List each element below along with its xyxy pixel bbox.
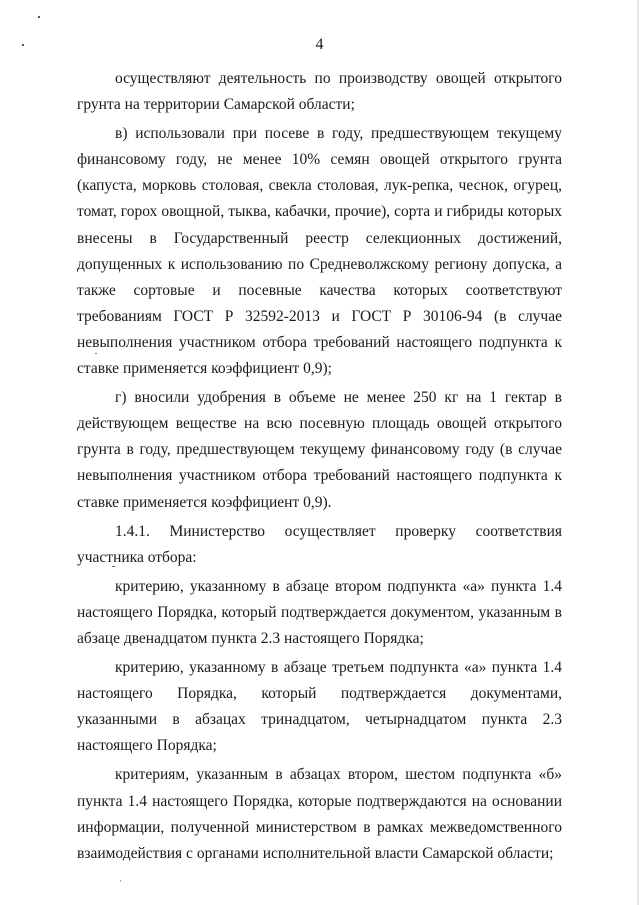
scan-speck bbox=[120, 880, 121, 882]
paragraph-clause-1-4-1: 1.4.1. Министерство осуществляет проверку соответствия участника отбора: bbox=[77, 522, 562, 566]
paragraph-criteria-b: критериям, указанным в абзацах втором, шестом подпункта «б» пункта 1.4 настоящего Порядка, которые подтверждаются на основании информации, полученной министерством в рамках межведомственного взаимодействия с органами исполнительной власти Самарской области; bbox=[77, 766, 562, 862]
paragraph-item-v: в) использовали при посеве в году, предшествующем текущему финансовому году, не менее 10% семян овощей открытого грунта (капуста, морковь столовая, свекла столовая, лук-репка, чеснок, огурец, томат, горох овощной, тыква, кабачки, прочие), сорта и гибриды которых внесены в Государственный реестр селекционных достижений, допущенных к использованию по Средневолжскому региону допуска, а также сортовые и посевные качества которых соответствуют требованиям ГОСТ Р 32592-2013 и ГОСТ Р 30106-94 (в случае невыполнения участником отбора требований настоящего подпункта к ставке применяется коэффициент 0,9); bbox=[77, 125, 562, 378]
paragraph-item-g: г) вносили удобрения в объеме не менее 250 кг на 1 гектар в действующем веществе на всю посевную площадь овощей открытого грунта в году, предшествующем текущему финансовому году (в случае невыполнения участником отбора требований настоящего подпункта к ставке применяется коэффициент 0,9). bbox=[77, 389, 562, 511]
paragraph-continuation: осуществляют деятельность по производству овощей открытого грунта на территории Самарской области; bbox=[77, 70, 562, 114]
paragraph-criterion-a3: критерию, указанному в абзаце третьем подпункта «а» пункта 1.4 настоящего Порядка, который подтверждается документами, указанными в абзацах тринадцатом, четырнадцатом пункта 2.3 настоящего Порядка; bbox=[77, 659, 562, 755]
page-number: 4 bbox=[315, 36, 324, 53]
scan-speck bbox=[38, 16, 40, 18]
paragraph-criterion-a2: критерию, указанному в абзаце втором подпункта «а» пункта 1.4 настоящего Порядка, который подтверждается документом, указанным в абзаце двенадцатом пункта 2.3 настоящего Порядка; bbox=[77, 577, 562, 647]
document-body bbox=[77, 66, 562, 867]
